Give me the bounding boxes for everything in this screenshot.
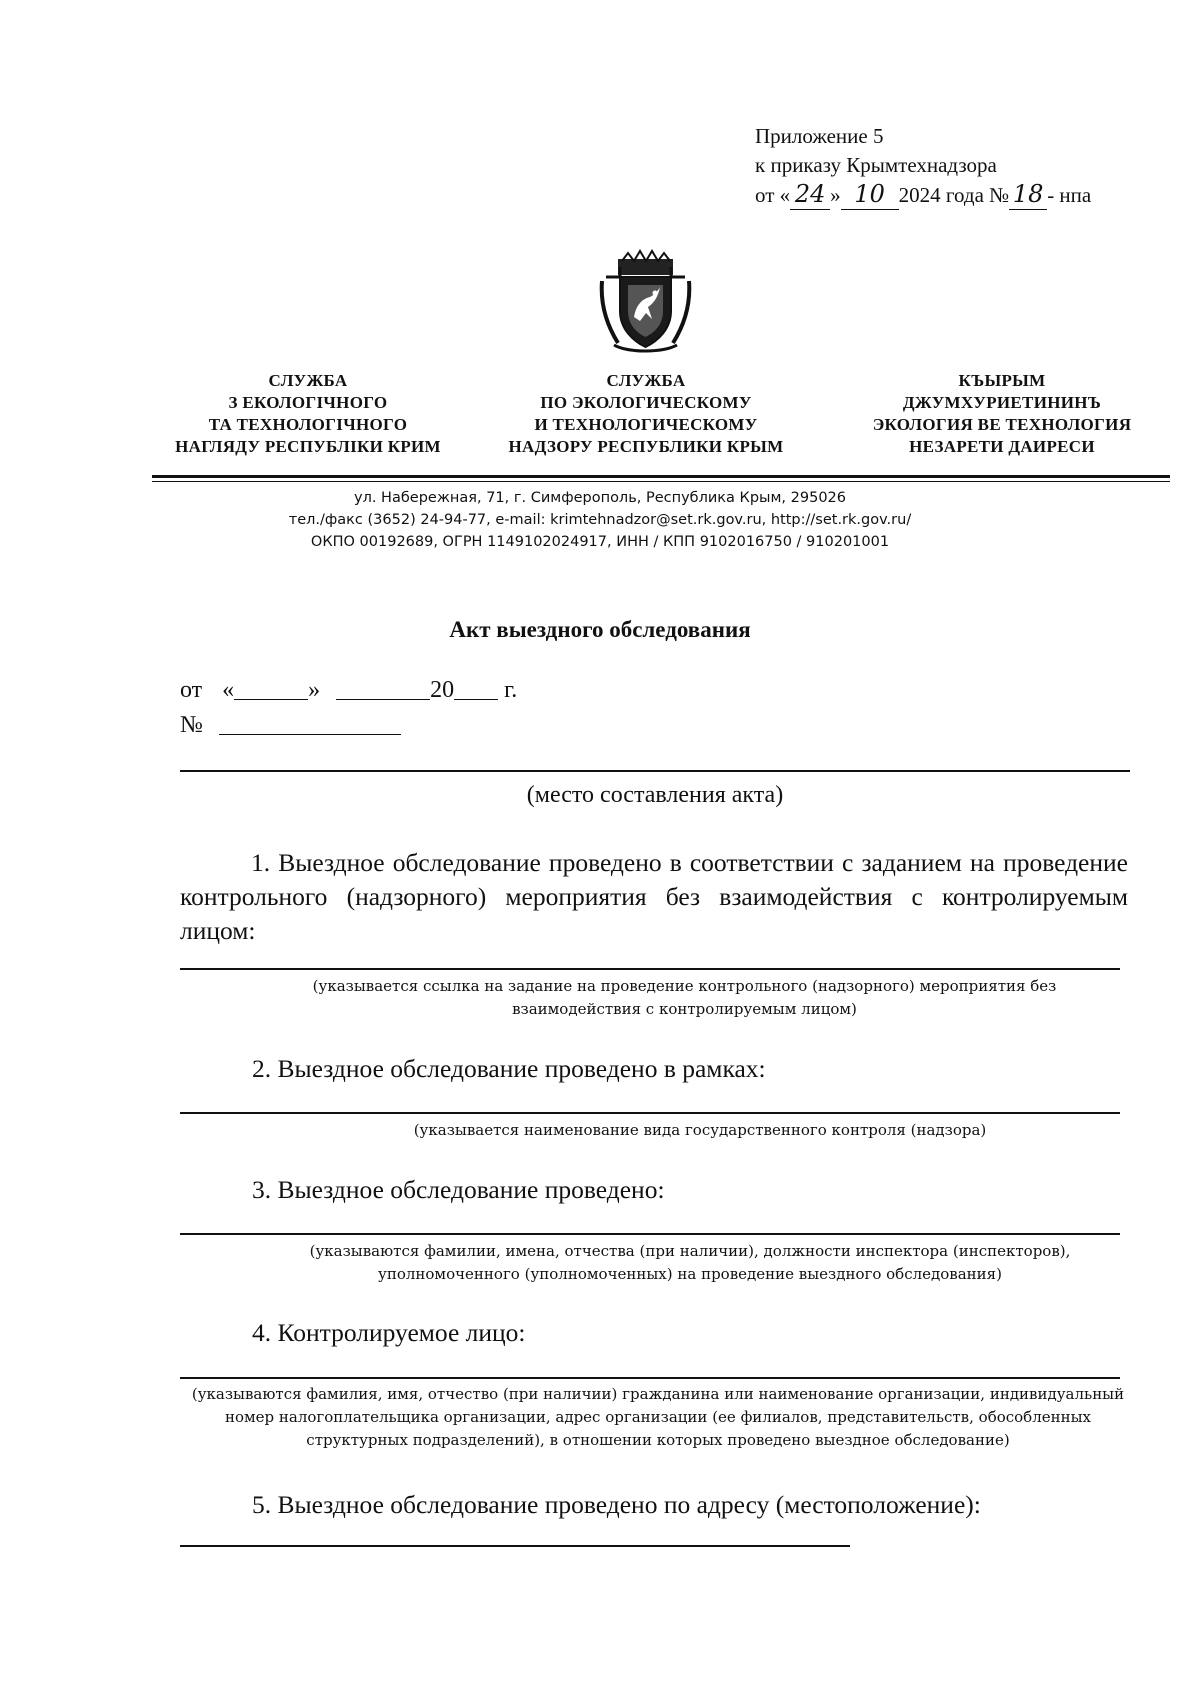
org-left-line-4: НАГЛЯДУ РЕСПУБЛІКИ КРИМ	[175, 437, 441, 456]
act-date-line	[180, 677, 517, 704]
act-number-blank	[219, 712, 401, 735]
item-5-text: 5. Выездное обследование проведено по адресу (местоположение):	[252, 1490, 981, 1519]
handwritten-day: 24	[790, 180, 830, 210]
item-5-fill-line	[180, 1545, 850, 1547]
handwritten-month: 10	[841, 180, 899, 210]
act-number-line	[180, 712, 401, 739]
place-caption: (место составления акта)	[526, 782, 784, 808]
item-2-text: 2. Выездное обследование проведено в рамках:	[252, 1054, 766, 1083]
org-name-ukrainian	[152, 370, 464, 458]
item-4-hint: (указываются фамилия, имя, отчество (при наличии) гражданина или наименование организации, индивидуальный номер налогоплательщика организации, адрес организации (ее филиалов, представительств, обособленных структурных подразделений), в отношении которых проведено выездное обследование)	[191, 1385, 1125, 1449]
header-divider-thin	[152, 481, 1170, 482]
document-title: Акт выездного обследования	[449, 617, 751, 642]
contact-registry-codes: ОКПО 00192689, ОГРН 1149102024917, ИНН / КПП 9102016750 / 910201001	[310, 534, 890, 550]
org-center-line-3: И ТЕХНОЛОГИЧЕСКОМУ	[534, 415, 758, 434]
number-suffix: - нпа	[1047, 183, 1092, 207]
contact-address: ул. Набережная, 71, г. Симферополь, Республика Крым, 295026	[353, 490, 847, 506]
item-2-hint: (указывается наименование вида государственного контроля (надзора)	[413, 1121, 987, 1139]
org-right-line-4: НЕЗАРЕТИ ДАИРЕСИ	[909, 437, 1095, 456]
org-left-line-3: ТА ТЕХНОЛОГІЧНОГО	[208, 415, 408, 434]
date-close-quote: »	[308, 677, 321, 703]
item-1-paragraph	[180, 846, 1128, 948]
date-from-label: от	[180, 677, 203, 703]
item-4-text: 4. Контролируемое лицо:	[252, 1318, 526, 1347]
org-name-russian	[490, 370, 802, 458]
number-sign: №	[180, 712, 203, 738]
org-right-line-1: КЪЫРЫМ	[958, 371, 1046, 390]
appendix-title: Приложение 5	[755, 124, 884, 148]
item-1-text: 1. Выездное обследование проведено в соответствии с заданием на проведение контрольного (надзорного) мероприятия без взаимодействия с контролируемым лицом:	[180, 848, 1128, 945]
date-open-quote: «	[222, 677, 235, 703]
org-center-line-1: СЛУЖБА	[606, 371, 686, 390]
item-4-fill-line	[180, 1377, 1120, 1379]
item-3-hint	[250, 1240, 1130, 1286]
contact-phone-email: тел./факс (3652) 24-94-77, e-mail: krimtehnadzor@set.rk.gov.ru, http://set.rk.gov.ru/	[288, 512, 912, 528]
appendix-block	[755, 122, 1091, 210]
place-fill-line	[180, 770, 1130, 772]
item-1-hint: (указывается ссылка на задание на проведение контрольного (надзорного) мероприятия без взаимодействия с контролируемым лицом)	[312, 977, 1057, 1018]
header-divider-thick	[152, 475, 1170, 478]
org-left-line-2: З ЕКОЛОГІЧНОГО	[228, 393, 388, 412]
year-century: 20	[430, 677, 455, 703]
appendix-order-ref: к приказу Крымтехнадзора	[755, 153, 997, 177]
contacts-block	[0, 487, 1200, 553]
year-suffix: г.	[504, 677, 518, 703]
appendix-order-date	[755, 180, 1091, 210]
item-3-fill-line	[180, 1233, 1120, 1235]
month-blank	[336, 677, 430, 700]
crimea-coat-of-arms-emblem	[598, 247, 693, 353]
org-center-line-2: ПО ЭКОЛОГИЧЕСКОМУ	[540, 393, 752, 412]
item-3-hint-line-2: уполномоченного (уполномоченных) на проведение выездного обследования)	[378, 1265, 1002, 1283]
year-text: 2024 года №	[898, 183, 1010, 207]
date-prefix: от «	[755, 183, 791, 207]
item-2-fill-line	[180, 1112, 1120, 1114]
item-3-text: 3. Выездное обследование проведено:	[252, 1175, 665, 1204]
org-right-line-2: ДЖУМХУРИЕТИНИНЪ	[902, 393, 1102, 412]
org-left-line-1: СЛУЖБА	[268, 371, 348, 390]
year-blank	[454, 677, 498, 700]
item-3-hint-line-1: (указываются фамилии, имена, отчества (при наличии), должности инспектора (инспекторов),	[309, 1242, 1071, 1260]
date-quote: »	[830, 183, 841, 207]
day-blank	[234, 677, 308, 700]
org-center-line-4: НАДЗОРУ РЕСПУБЛИКИ КРЫМ	[508, 437, 784, 456]
item-1-fill-line	[180, 968, 1120, 970]
org-right-line-3: ЭКОЛОГИЯ ВЕ ТЕХНОЛОГИЯ	[872, 415, 1132, 434]
org-name-crimean-tatar	[832, 370, 1172, 458]
handwritten-number: 18	[1009, 180, 1047, 210]
